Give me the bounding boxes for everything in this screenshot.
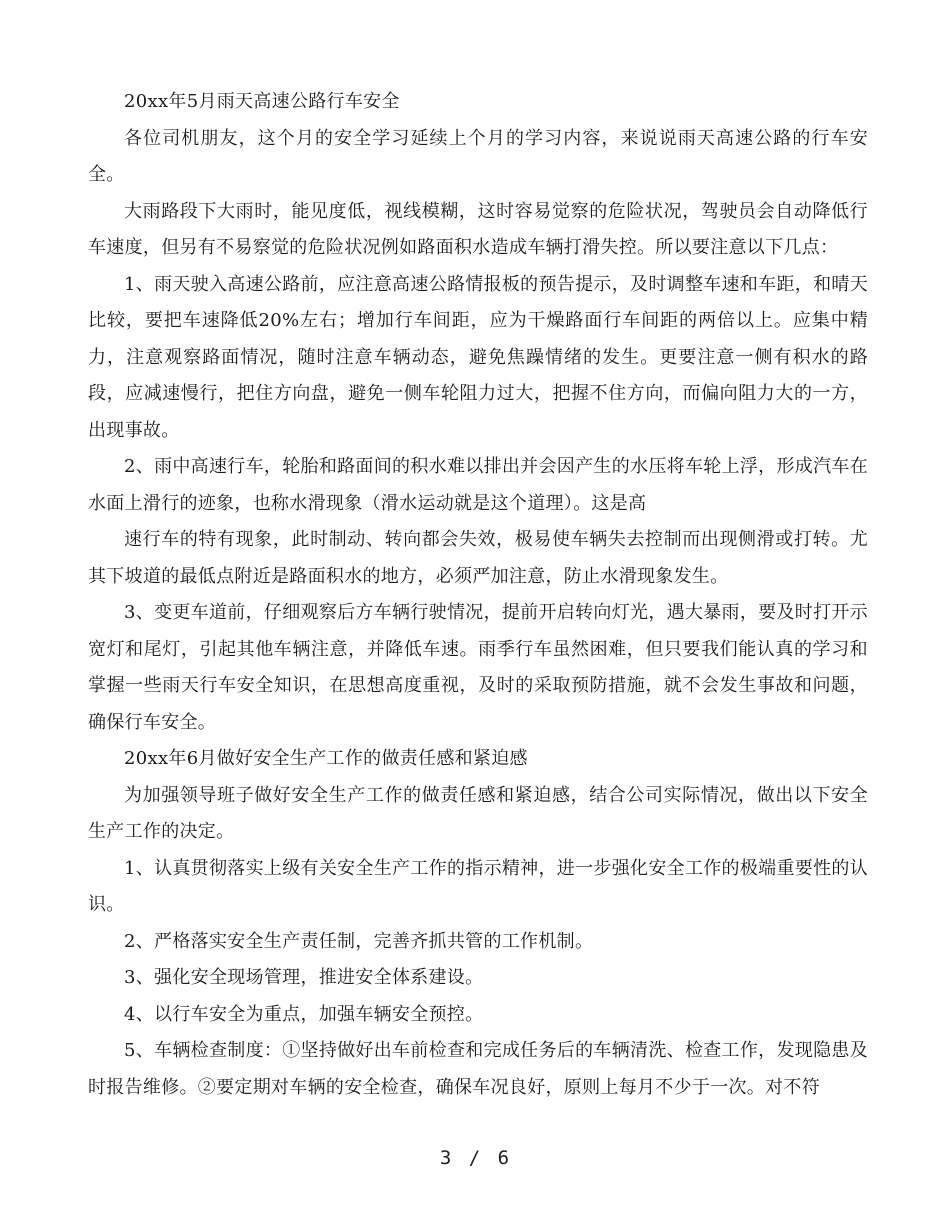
list-item: 1、认真贯彻落实上级有关安全生产工作的指示精神，进一步强化安全工作的极端重要性的认识。 (88, 857, 868, 915)
list-item: 5、车辆检查制度：①坚持做好出车前检查和完成任务后的车辆清洗、检查工作，发现隐患及时报告维修。②要定期对车辆的安全检查，确保车况良好，原则上每月不少于一次。对不符 (88, 1040, 868, 1098)
page-separator: / (468, 1147, 482, 1169)
list-item: 3、变更车道前，仔细观察后方车辆行驶情况，提前开启转向灯光，遇大暴雨，要及时打开示宽灯和尾灯，引起其他车辆注意，并降低车速。雨季行车虽然困难，但只要我们能认真的学习和掌握一些雨天行车安全知识，在思想高度重视，及时的采取预防措施，就不会发生事故和问题，确保行车安全。 (88, 602, 868, 733)
paragraph: 为加强领导班子做好安全生产工作的做责任感和紧迫感，结合公司实际情况，做出以下安全生产工作的决定。 (88, 784, 868, 842)
paragraph: 速行车的特有现象，此时制动、转向都会失效，极易使车辆失去控制而出现侧滑或打转。尤其下坡道的最低点附近是路面积水的地方，必须严加注意，防止水滑现象发生。 (88, 529, 868, 587)
list-item: 2、雨中高速行车，轮胎和路面间的积水难以排出并会因产生的水压将车轮上浮，形成汽车在水面上滑行的迹象，也称水滑现象（滑水运动就是这个道理）。这是高 (88, 456, 868, 514)
paragraph: 各位司机朋友，这个月的安全学习延续上个月的学习内容，来说说雨天高速公路的行车安全。 (88, 127, 868, 185)
list-item: 2、严格落实安全生产责任制，完善齐抓共管的工作机制。 (124, 930, 594, 952)
paragraph: 大雨路段下大雨时，能见度低，视线模糊，这时容易觉察的危险状况，驾驶员会自动降低行车速度，但另有不易察觉的危险状况例如路面积水造成车辆打滑失控。所以要注意以下几点： (88, 200, 868, 258)
document-body (88, 84, 868, 1106)
list-item: 1、雨天驶入高速公路前，应注意高速公路情报板的预告提示，及时调整车速和车距，和晴天比较，要把车速降低20%左右；增加行车间距，应为干燥路面行车间距的两倍以上。应集中精力，注意观察路面情况，随时注意车辆动态，避免焦躁情绪的发生。更要注意一侧有积水的路段，应减速慢行，把住方向盘，避免一侧车轮阻力过大，把握不住方向，而偏向阻力大的一方，出现事故。 (88, 273, 868, 441)
current-page-number: 3 (439, 1147, 453, 1169)
list-item: 3、强化安全现场管理，推进安全体系建设。 (124, 967, 484, 988)
page-number (0, 1147, 950, 1169)
total-page-count: 6 (497, 1147, 511, 1169)
section-title-may: 20xx年5月雨天高速公路行车安全 (124, 91, 400, 112)
list-item: 4、以行车安全为重点，加强车辆安全预控。 (124, 1003, 484, 1025)
section-title-june: 20xx年6月做好安全生产工作的做责任感和紧迫感 (124, 748, 528, 769)
